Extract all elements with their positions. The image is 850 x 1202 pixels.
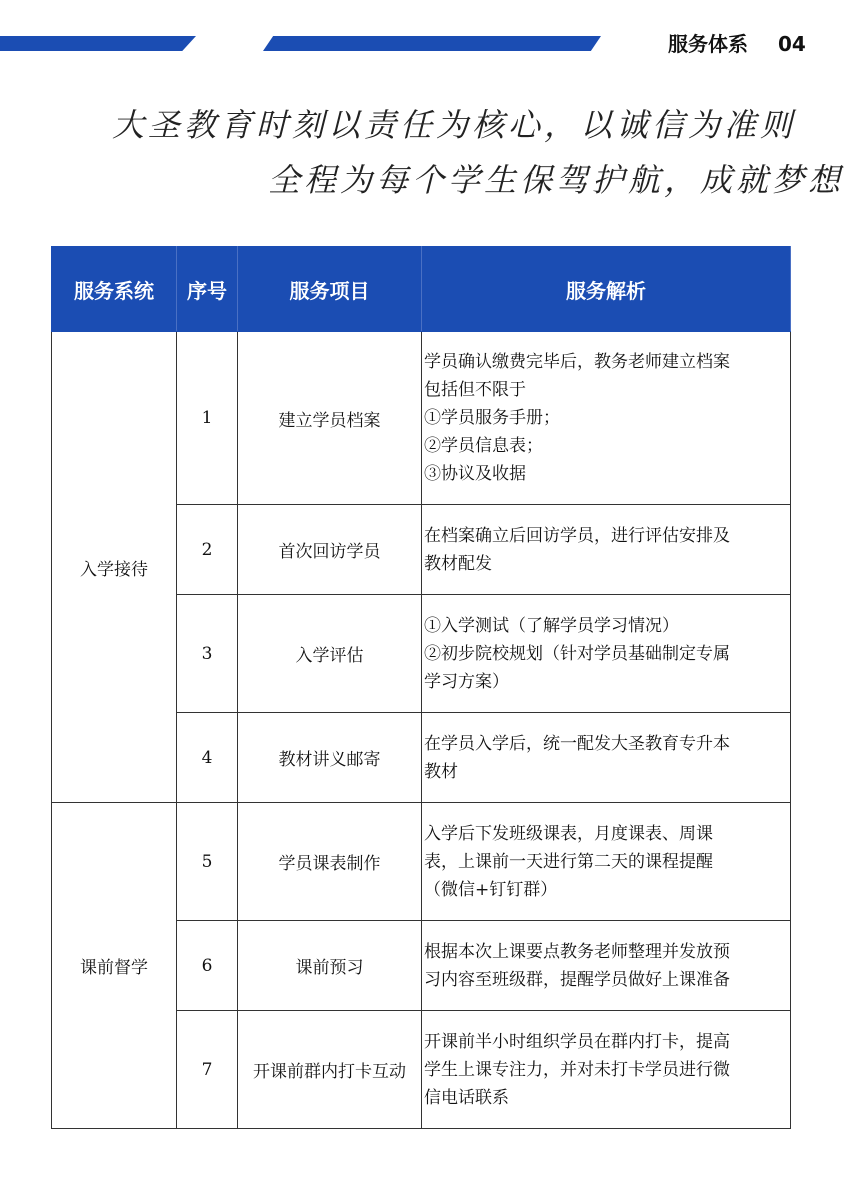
description-line: ②学员信息表； (424, 436, 543, 456)
header-decor-bar-right (263, 36, 601, 51)
service-item: 首次回访学员 (238, 505, 422, 595)
service-description (422, 921, 791, 1011)
system-cell: 入学接待 (52, 332, 177, 803)
table-header-row (52, 247, 791, 332)
column-header-analysis: 服务解析 (422, 247, 791, 332)
description-line: 教材配发 (424, 553, 492, 574)
header (668, 28, 806, 57)
service-description (422, 595, 791, 713)
description-line: ②初步院校规划（针对学员基础制定专属 (424, 643, 730, 664)
description-line: ①学员服务手册； (424, 408, 560, 428)
service-description (422, 332, 791, 505)
description-line: 入学后下发班级课表，月度课表、周课 (424, 823, 713, 844)
description-line: （微信+钉钉群） (424, 879, 558, 900)
service-description (422, 713, 791, 803)
row-number: 3 (177, 595, 238, 713)
description-line: ③协议及收据 (424, 464, 526, 484)
column-header-item: 服务项目 (238, 247, 422, 332)
description-line: 开课前半小时组织学员在群内打卡，提高 (424, 1031, 730, 1052)
row-number: 7 (177, 1011, 238, 1129)
slogan-line-2: 全程为每个学生保驾护航，成就梦想 (268, 161, 845, 199)
slogan-line-1: 大圣教育时刻以责任为核心，以诚信为准则 (112, 106, 797, 144)
service-item: 入学评估 (238, 595, 422, 713)
service-description (422, 803, 791, 921)
description-line: 信电话联系 (424, 1087, 509, 1108)
row-number: 6 (177, 921, 238, 1011)
service-item: 教材讲义邮寄 (238, 713, 422, 803)
description-line: 学习方案） (424, 671, 509, 692)
service-item: 学员课表制作 (238, 803, 422, 921)
service-item: 开课前群内打卡互动 (238, 1011, 422, 1129)
system-cell: 课前督学 (52, 803, 177, 1129)
page-number: 04 (778, 32, 806, 56)
table-row (52, 803, 791, 921)
description-line: ①入学测试（了解学员学习情况） (424, 615, 679, 636)
description-line: 表，上课前一天进行第二天的课程提醒 (424, 851, 713, 872)
description-line: 教材 (424, 761, 458, 782)
description-line: 包括但不限于 (424, 380, 526, 400)
service-description (422, 1011, 791, 1129)
description-line: 在学员入学后，统一配发大圣教育专升本 (424, 733, 730, 754)
header-decor-bar-left (0, 36, 196, 51)
row-number: 2 (177, 505, 238, 595)
description-line: 在档案确立后回访学员，进行评估安排及 (424, 525, 730, 546)
service-item: 建立学员档案 (238, 332, 422, 505)
service-item: 课前预习 (238, 921, 422, 1011)
row-number: 4 (177, 713, 238, 803)
description-line: 学生上课专注力，并对未打卡学员进行微 (424, 1059, 730, 1080)
service-description (422, 505, 791, 595)
column-header-number: 序号 (177, 247, 238, 332)
description-line: 习内容至班级群，提醒学员做好上课准备 (424, 969, 730, 990)
description-line: 根据本次上课要点教务老师整理并发放预 (424, 941, 730, 962)
service-table (51, 246, 791, 1129)
row-number: 5 (177, 803, 238, 921)
row-number: 1 (177, 332, 238, 505)
table-row (52, 332, 791, 505)
section-title: 服务体系 (668, 32, 748, 56)
column-header-system: 服务系统 (52, 247, 177, 332)
description-line: 学员确认缴费完毕后，教务老师建立档案 (424, 352, 730, 372)
